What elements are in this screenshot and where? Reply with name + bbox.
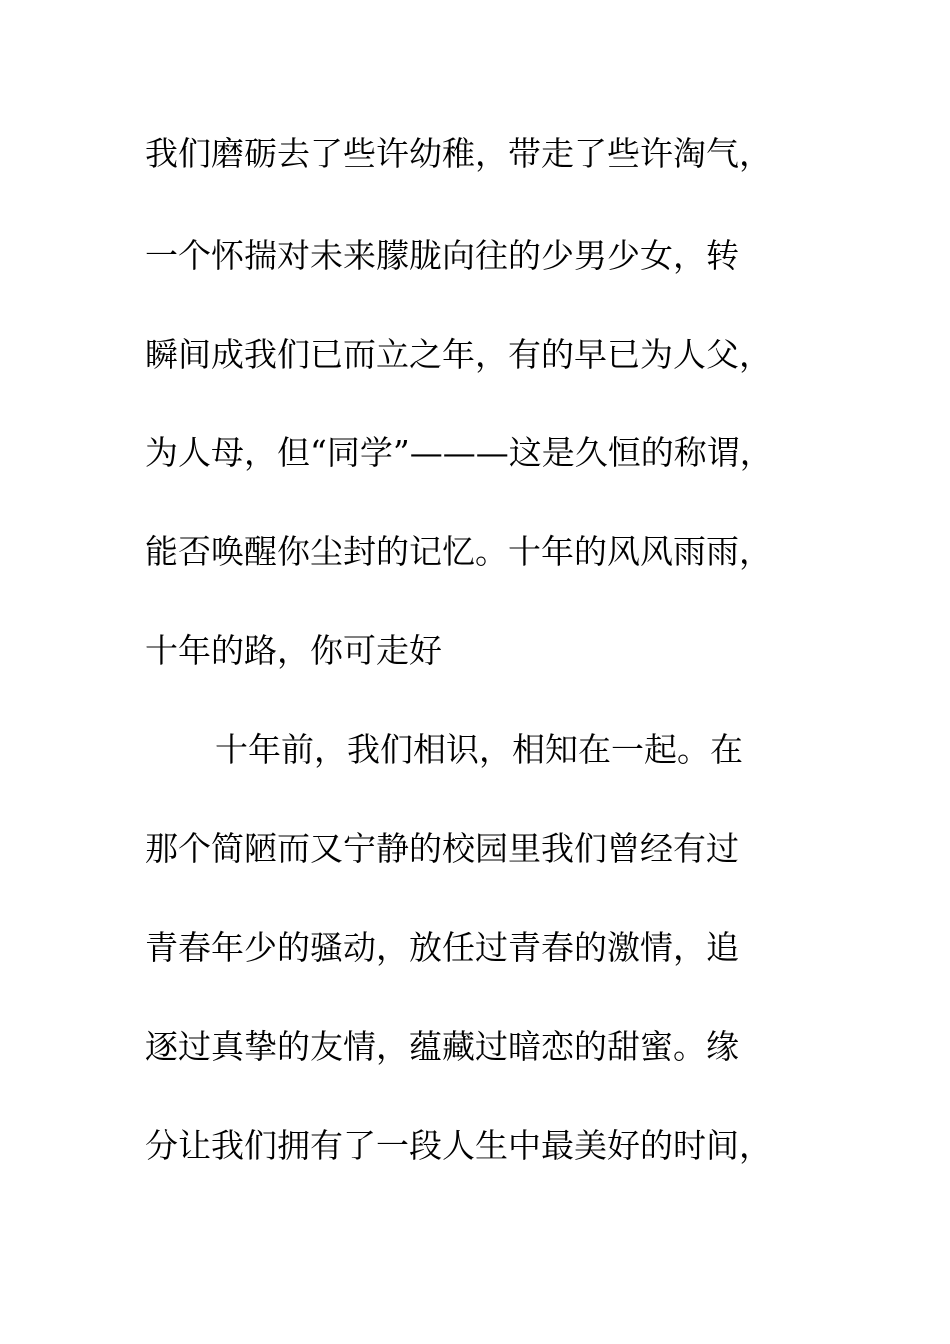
paragraph-line: 瞬间成我们已而立之年，有的早已为人父， [145,335,772,374]
paragraph-line: 为人母，但“同学”———这是久恒的称谓， [145,433,773,472]
paragraph-line: 青春年少的骚动，放任过青春的激情，追 [145,928,739,967]
paragraph-line: 分让我们拥有了一段人生中最美好的时间， [145,1126,772,1165]
paragraph-line: 十年前，我们相识，相知在一起。在 [215,730,743,769]
paragraph-line: 能否唤醒你尘封的记忆。十年的风风雨雨， [145,532,772,571]
paragraph-line: 一个怀揣对未来朦胧向往的少男少女，转 [145,236,739,275]
paragraph-line: 逐过真挚的友情，蕴藏过暗恋的甜蜜。缘 [145,1027,739,1066]
paragraph-line: 我们磨砺去了些许幼稚，带走了些许淘气， [145,134,772,173]
paragraph-line: 那个简陋而又宁静的校园里我们曾经有过 [145,829,739,868]
paragraph-line: 十年的路，你可走好 [145,631,442,670]
